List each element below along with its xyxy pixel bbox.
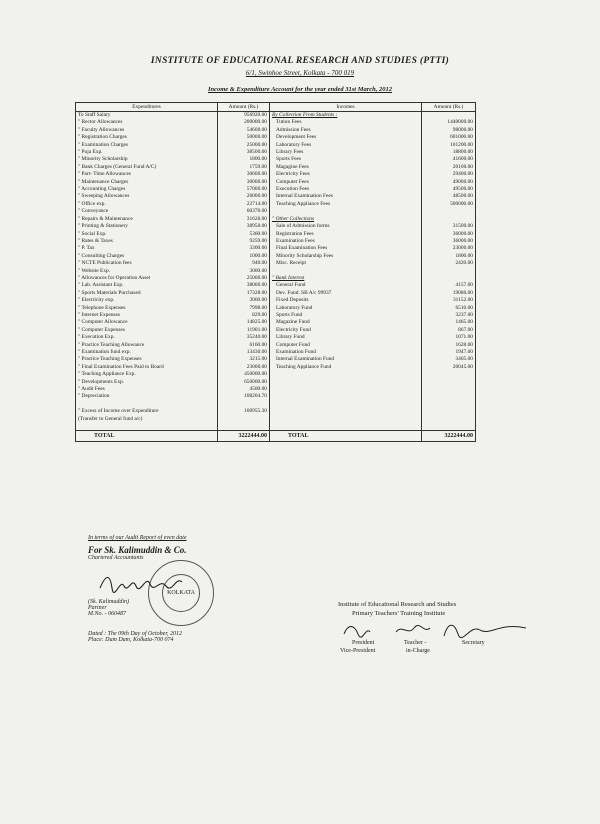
- income-item: Magazine Fund: [270, 319, 422, 326]
- income-item: Examination Fees: [270, 238, 422, 245]
- table-row: [76, 186, 476, 193]
- expenditure-item: " Maintenance Charges: [76, 179, 218, 186]
- income-amount: [422, 268, 476, 275]
- expenditure-item: " Examination Charges: [76, 142, 218, 149]
- expenditure-item: " Conveyance: [76, 208, 218, 215]
- expenditure-item: " Repairs & Maintenance: [76, 216, 218, 223]
- table-row: [76, 268, 476, 275]
- table-row: [76, 134, 476, 141]
- audit-place: Place: Dum Dum, Kolkata-700 074: [88, 637, 174, 643]
- table-row: [76, 305, 476, 312]
- expenditure-amount: 7998.00: [218, 305, 270, 312]
- expenditure-amount: 54600.00: [218, 127, 270, 134]
- expenditure-amount: 14825.00: [218, 319, 270, 326]
- auditor-designation: Chartered Accountants: [88, 555, 144, 561]
- auditor-signature-icon: [96, 570, 186, 596]
- expenditure-item: To Staff Salary: [76, 112, 218, 120]
- audit-date: Dated : The 09th Day of October, 2012: [88, 631, 182, 637]
- income-item: Laboratory Fund: [270, 305, 422, 312]
- secretary-label: Secretary: [462, 640, 485, 646]
- expenditure-amount: 25000.00: [218, 142, 270, 149]
- income-amount: 31152.00: [422, 297, 476, 304]
- income-amount: [422, 379, 476, 386]
- table-row: [76, 342, 476, 349]
- expenditure-amount: [218, 416, 270, 423]
- income-amount: 36000.00: [422, 231, 476, 238]
- expenditure-item: " Website Exp.: [76, 268, 218, 275]
- table-row: [76, 379, 476, 386]
- income-amount: 1800.00: [422, 253, 476, 260]
- income-amount: 601000.00: [422, 134, 476, 141]
- expenditure-item: " Rates & Taxes: [76, 238, 218, 245]
- income-item: Electricity Fees: [270, 171, 422, 178]
- expenditure-amount: 60370.00: [218, 208, 270, 215]
- expenditure-item: " Faculty Allowances: [76, 127, 218, 134]
- expenditure-amount: 9259.00: [218, 238, 270, 245]
- expenditure-amount: 11901.00: [218, 327, 270, 334]
- table-row: [76, 327, 476, 334]
- income-item: General Fund: [270, 282, 422, 289]
- institute-sign-line2: Primary Teachers' Training Institute: [352, 610, 446, 617]
- income-amount: 49000.00: [422, 179, 476, 186]
- income-amount: [422, 401, 476, 408]
- president-label: President: [352, 640, 375, 646]
- income-item: Execution Fees: [270, 186, 422, 193]
- income-item: [270, 393, 422, 400]
- expenditure-amount: 22714.00: [218, 201, 270, 208]
- table-row: [76, 282, 476, 289]
- income-amount: 41600.00: [422, 156, 476, 163]
- expenditure-item: " Sports Materials Purchased: [76, 290, 218, 297]
- auditor-membership: M.No. - 060487: [88, 611, 126, 617]
- expenditure-item: " Examination fund exp.: [76, 349, 218, 356]
- income-item: Teaching Appliance Fees: [270, 201, 422, 208]
- table-row: [76, 245, 476, 252]
- expenditure-item: " Social Exp.: [76, 231, 218, 238]
- income-amount: [422, 371, 476, 378]
- institute-sign-block: [338, 600, 456, 618]
- expenditure-item: " Internet Expenses: [76, 312, 218, 319]
- statement-title: Income & Expenditure Account for the year ended 31st March, 2012: [207, 86, 393, 93]
- table-row: [76, 253, 476, 260]
- table-row: [76, 164, 476, 171]
- expenditure-item: " Allowances for Operation Asset: [76, 275, 218, 282]
- expenditure-amount: 4500.00: [218, 386, 270, 393]
- expenditure-item: " P. Tax: [76, 245, 218, 252]
- income-item: [270, 379, 422, 386]
- income-amount: 19080.00: [422, 290, 476, 297]
- income-item: Sports Fund: [270, 312, 422, 319]
- income-item: Internal Examination Fund: [270, 356, 422, 363]
- expenditure-amount: 17328.00: [218, 290, 270, 297]
- institute-sign-line1: Institute of Educational Research and Studies: [338, 601, 457, 608]
- income-item: [270, 401, 422, 408]
- col-amount-right: Amount (Rs.): [422, 103, 476, 112]
- in-charge-label: in-Charge: [406, 648, 430, 654]
- expenditure-amount: 35240.00: [218, 334, 270, 341]
- expenditure-amount: 200000.00: [218, 119, 270, 126]
- expenditure-item: " Telephone Expenses: [76, 305, 218, 312]
- expenditure-item: " Rector Allowances: [76, 119, 218, 126]
- expenditure-amount: 108204.70: [218, 393, 270, 400]
- income-amount: 500000.00: [422, 201, 476, 208]
- income-amount: 1947.00: [422, 349, 476, 356]
- income-item: [270, 208, 422, 215]
- expenditure-amount: 650000.00: [218, 379, 270, 386]
- auditor-stamp-center: KOLKATA: [162, 574, 200, 612]
- income-amount: 867.00: [422, 327, 476, 334]
- income-item: [270, 423, 422, 431]
- institute-address: 6/1, Swinhoe Street, Kolkata - 700 019: [245, 69, 355, 77]
- table-row: [76, 208, 476, 215]
- expenditure-amount: 38950.00: [218, 223, 270, 230]
- table-row: [76, 371, 476, 378]
- income-item: [270, 371, 422, 378]
- expenditure-amount: 1759.00: [218, 164, 270, 171]
- total-amount-left: 3222444.00: [218, 431, 270, 442]
- expenditure-item: " Lab. Assistant Exp.: [76, 282, 218, 289]
- totals-row: [76, 431, 476, 442]
- table-row: [76, 127, 476, 134]
- table-row: [76, 393, 476, 400]
- expenditure-amount: 450000.00: [218, 371, 270, 378]
- table-row: [76, 408, 476, 415]
- expenditure-item: " NCTE Publication fees: [76, 260, 218, 267]
- table-header-row: [76, 103, 476, 112]
- income-item: Examination Fund: [270, 349, 422, 356]
- income-item: " Other Collections: [270, 216, 422, 223]
- income-expenditure-table: [75, 102, 476, 442]
- income-item: Tution Fees: [270, 119, 422, 126]
- expenditure-amount: 3060.00: [218, 297, 270, 304]
- col-incomes: Incomes: [270, 103, 422, 112]
- income-item: " Bank Interest: [270, 275, 422, 282]
- expenditure-amount: 6160.00: [218, 342, 270, 349]
- auditor-role: Partner: [88, 605, 107, 611]
- income-amount: [422, 275, 476, 282]
- table-row: [76, 416, 476, 423]
- income-item: Sports Fees: [270, 156, 422, 163]
- table-row: [76, 349, 476, 356]
- total-label-left: TOTAL: [76, 431, 218, 442]
- table-row: [76, 149, 476, 156]
- expenditure-item: " Office exp.: [76, 201, 218, 208]
- income-amount: 2420.00: [422, 260, 476, 267]
- expenditure-item: " Execution Exp.: [76, 334, 218, 341]
- income-amount: 20045.00: [422, 364, 476, 371]
- expenditure-amount: 23000.00: [218, 364, 270, 371]
- expenditure-item: " Computer Allowance: [76, 319, 218, 326]
- expenditure-amount: 30600.00: [218, 171, 270, 178]
- income-amount: 20100.00: [422, 164, 476, 171]
- expenditure-amount: 956920.00: [218, 112, 270, 120]
- income-item: Final Examination Fees: [270, 245, 422, 252]
- table-row: [76, 356, 476, 363]
- expenditure-item: " Practice Teaching Allowance: [76, 342, 218, 349]
- expenditure-amount: 3000.00: [218, 268, 270, 275]
- table-row: [76, 334, 476, 341]
- expenditure-item: " Excess of Income over Expenditure: [76, 408, 218, 415]
- table-row: [76, 171, 476, 178]
- expenditure-item: " Sweeping Allowances: [76, 193, 218, 200]
- expenditure-amount: 26000.00: [218, 193, 270, 200]
- income-amount: 29400.00: [422, 171, 476, 178]
- expenditure-item: " Audit Fees: [76, 386, 218, 393]
- income-item: Development Fees: [270, 134, 422, 141]
- table-row: [76, 312, 476, 319]
- table-row: [76, 231, 476, 238]
- table-row: [76, 193, 476, 200]
- income-amount: 6510.00: [422, 305, 476, 312]
- income-amount: 3465.00: [422, 356, 476, 363]
- income-item: Laboratory Fees: [270, 142, 422, 149]
- income-amount: 48500.00: [422, 193, 476, 200]
- income-amount: [422, 208, 476, 215]
- income-item: Registration Fees: [270, 231, 422, 238]
- income-amount: 4157.00: [422, 282, 476, 289]
- auditor-firm: For Sk. Kalimuddin & Co.: [88, 545, 187, 555]
- income-item: [270, 416, 422, 423]
- income-amount: [422, 386, 476, 393]
- table-row: [76, 423, 476, 431]
- institute-name: INSTITUTE OF EDUCATIONAL RESEARCH AND STUDIES (PTTI): [150, 56, 450, 66]
- income-amount: [422, 393, 476, 400]
- table-row: [76, 112, 476, 120]
- income-item: Dev. Fund. SB A/c 99937: [270, 290, 422, 297]
- expenditure-amount: 31626.00: [218, 216, 270, 223]
- income-amount: [422, 423, 476, 431]
- expenditure-item: " Practice Teaching Expenses: [76, 356, 218, 363]
- income-amount: 3237.00: [422, 312, 476, 319]
- table-row: [76, 216, 476, 223]
- teacher-label: Teacher -: [404, 640, 427, 646]
- income-item: [270, 408, 422, 415]
- expenditure-item: " Registration Charges: [76, 134, 218, 141]
- income-item: Library Fund: [270, 334, 422, 341]
- expenditure-amount: 1800.00: [218, 156, 270, 163]
- income-item: Teaching Appliance Fund: [270, 364, 422, 371]
- income-item: [270, 268, 422, 275]
- income-amount: 18800.00: [422, 149, 476, 156]
- table-row: [76, 179, 476, 186]
- expenditure-item: " Developments Exp.: [76, 379, 218, 386]
- total-amount-right: 3222444.00: [422, 431, 476, 442]
- income-amount: [422, 112, 476, 120]
- expenditure-amount: 38000.00: [218, 282, 270, 289]
- expenditure-item: [76, 423, 218, 431]
- income-amount: 36000.00: [422, 238, 476, 245]
- institute-signatures-icon: [340, 620, 530, 642]
- income-item: Sale of Admission forms: [270, 223, 422, 230]
- expenditure-item: " Bank Charges (General Fund A/C): [76, 164, 218, 171]
- table-row: [76, 119, 476, 126]
- table-row: [76, 386, 476, 393]
- income-amount: [422, 408, 476, 415]
- income-item: Internal Examination Fees: [270, 193, 422, 200]
- expenditure-amount: 829.00: [218, 312, 270, 319]
- table-row: [76, 201, 476, 208]
- expenditure-item: [76, 401, 218, 408]
- table-row: [76, 260, 476, 267]
- income-item: Computer Fund: [270, 342, 422, 349]
- income-item: Library Fees: [270, 149, 422, 156]
- income-amount: 1465.00: [422, 319, 476, 326]
- audit-note: In terms of our Audit Report of even date: [88, 535, 187, 541]
- expenditure-item: " Minority Scholarship: [76, 156, 218, 163]
- income-item: [270, 386, 422, 393]
- table-row: [76, 275, 476, 282]
- expenditure-amount: 50000.00: [218, 134, 270, 141]
- expenditure-item: " Teaching Appliance Exp.: [76, 371, 218, 378]
- col-expenditures: Expenditures: [76, 103, 218, 112]
- expenditure-amount: 57000.00: [218, 186, 270, 193]
- income-item: Computer Fees: [270, 179, 422, 186]
- income-amount: 1628.00: [422, 342, 476, 349]
- expenditure-item: (Transfer to General fund a/c): [76, 416, 218, 423]
- income-item: Misc. Receipt: [270, 260, 422, 267]
- table-row: [76, 156, 476, 163]
- income-amount: 23000.00: [422, 245, 476, 252]
- expenditure-item: " Depreciation: [76, 393, 218, 400]
- expenditure-item: " Accounting Charges: [76, 186, 218, 193]
- income-amount: 1071.00: [422, 334, 476, 341]
- income-amount: [422, 216, 476, 223]
- expenditure-item: " Final Examination Fees Paid to Board: [76, 364, 218, 371]
- expenditure-item: " Computer Expenses: [76, 327, 218, 334]
- income-amount: 1440000.00: [422, 119, 476, 126]
- expenditure-amount: 1000.00: [218, 253, 270, 260]
- table-row: [76, 297, 476, 304]
- table-row: [76, 401, 476, 408]
- expenditure-amount: 940.00: [218, 260, 270, 267]
- table-row: [76, 290, 476, 297]
- income-item: Minority Scholarship Fees: [270, 253, 422, 260]
- income-amount: 49500.00: [422, 186, 476, 193]
- expenditure-item: " Electricity exp.: [76, 297, 218, 304]
- col-amount-left: Amount (Rs.): [218, 103, 270, 112]
- income-amount: [422, 416, 476, 423]
- expenditure-item: " Puja Exp.: [76, 149, 218, 156]
- expenditure-amount: 5360.00: [218, 231, 270, 238]
- income-amount: 101200.00: [422, 142, 476, 149]
- expenditure-item: " Consulting Charges: [76, 253, 218, 260]
- expenditure-amount: [218, 401, 270, 408]
- income-item: Electricity Fund: [270, 327, 422, 334]
- expenditure-amount: 25000.00: [218, 275, 270, 282]
- expenditure-item: " Printing & Stationery: [76, 223, 218, 230]
- total-label-right: TOTAL: [270, 431, 422, 442]
- expenditure-amount: 3215.00: [218, 356, 270, 363]
- auditor-name: (Sk. Kalimuddin): [88, 599, 129, 605]
- table-row: [76, 142, 476, 149]
- income-amount: 31500.00: [422, 223, 476, 230]
- table-row: [76, 238, 476, 245]
- table-row: [76, 319, 476, 326]
- expenditure-amount: 38500.00: [218, 149, 270, 156]
- expenditure-amount: 13430.00: [218, 349, 270, 356]
- table-row: [76, 223, 476, 230]
- income-item: Fixed Deposits: [270, 297, 422, 304]
- expenditure-amount: 30000.00: [218, 179, 270, 186]
- income-item: By Collection From Students :: [270, 112, 422, 120]
- vice-president-label: Vice-President: [340, 648, 376, 654]
- income-amount: 98000.00: [422, 127, 476, 134]
- expenditure-amount: 3300.00: [218, 245, 270, 252]
- expenditure-amount: [218, 423, 270, 431]
- expenditure-amount: 160955.30: [218, 408, 270, 415]
- income-item: Admission Fees: [270, 127, 422, 134]
- income-item: Magagine Fees: [270, 164, 422, 171]
- table-row: [76, 364, 476, 371]
- expenditure-item: " Part- Time Allowances: [76, 171, 218, 178]
